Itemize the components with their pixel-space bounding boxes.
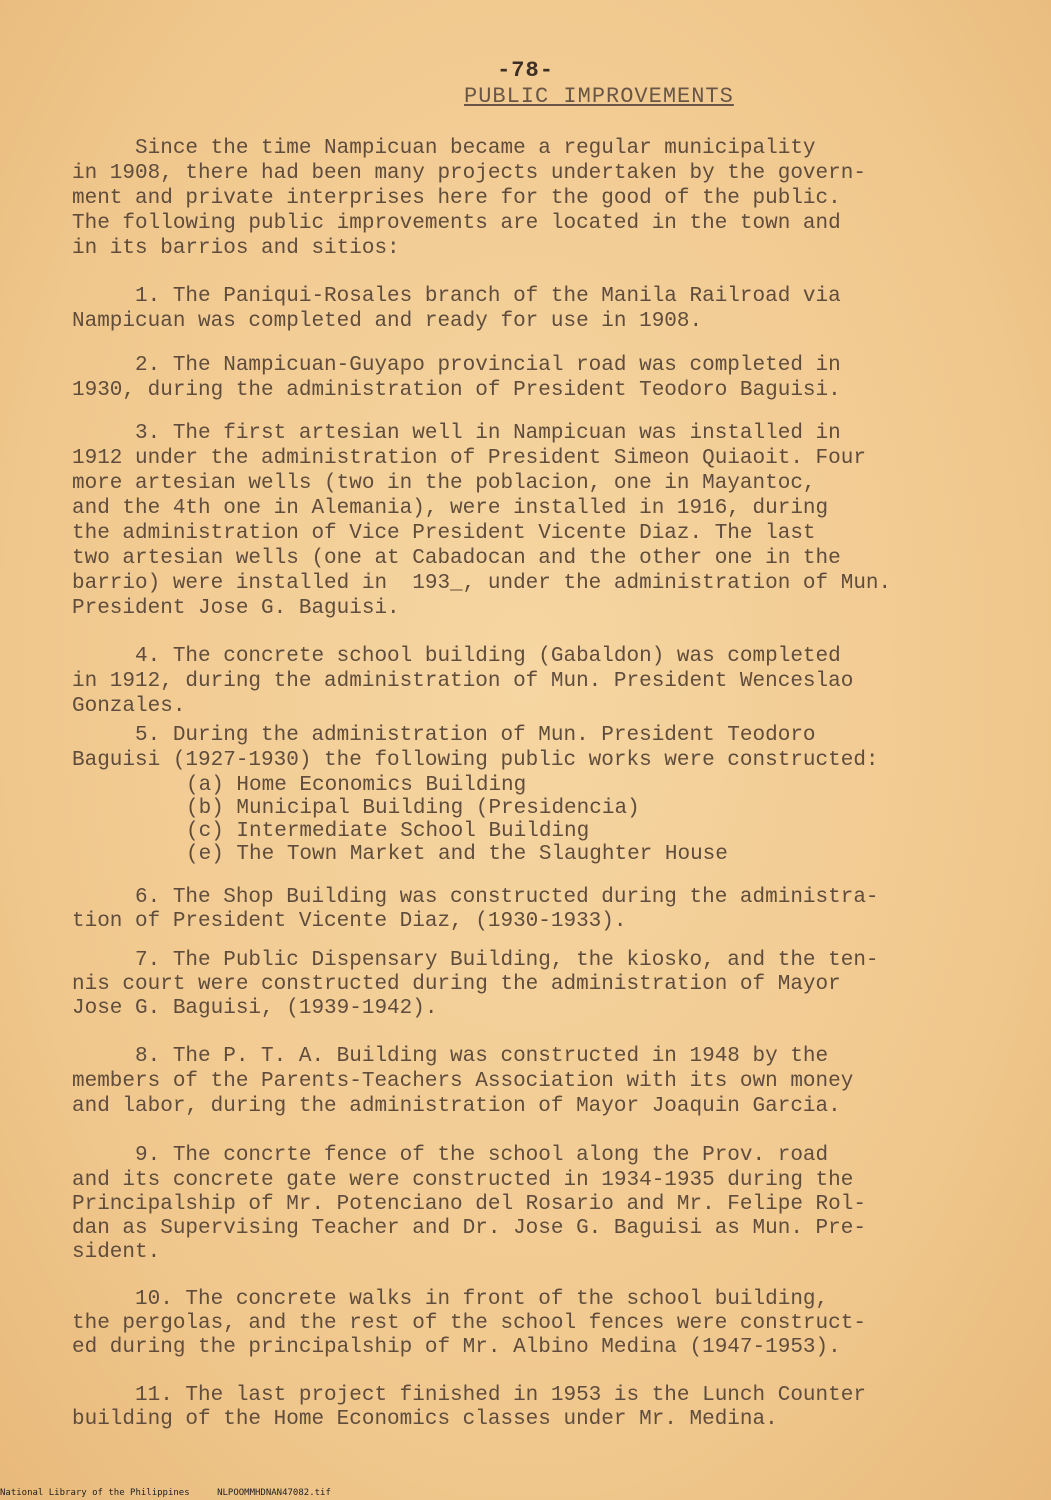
item-line: the pergolas, and the rest of the school fences were construct- (72, 1312, 866, 1335)
item-line: ed during the principalship of Mr. Albino Medina (1947-1953). (72, 1336, 841, 1359)
item-line: tion of President Vicente Diaz, (1930-1933). (72, 910, 627, 933)
item-line: 10. The concrete walks in front of the school building, (72, 1288, 829, 1311)
intro-line: Since the time Nampicuan became a regular municipality (72, 137, 816, 160)
item-line: barrio) were installed in 193_, under the administration of Mun. (72, 572, 892, 595)
item-line: Principalship of Mr. Potenciano del Rosario and Mr. Felipe Rol- (72, 1193, 866, 1216)
item-line: 8. The P. T. A. Building was constructed in 1948 by the (72, 1045, 829, 1068)
item-line: 1930, during the administration of President Teodoro Baguisi. (72, 379, 841, 402)
item-line: and the 4th one in Alemania), were installed in 1916, during (72, 497, 829, 520)
item-line: and its concrete gate were constructed in 1934-1935 during the (72, 1169, 854, 1192)
item-line: 4. The concrete school building (Gabaldon) was completed (72, 645, 841, 668)
item-line: and labor, during the administration of Mayor Joaquin Garcia. (72, 1095, 841, 1118)
item-line: members of the Parents-Teachers Association with its own money (72, 1070, 854, 1093)
item-line: nis court were constructed during the administration of Mayor (72, 973, 841, 996)
intro-line: in its barrios and sitios: (72, 237, 400, 260)
scan-footer (0, 1488, 353, 1498)
item-line: sident. (72, 1241, 161, 1264)
item-line: building of the Home Economics classes under Mr. Medina. (72, 1408, 778, 1431)
sublist-item: (c) Intermediate School Building (186, 820, 590, 843)
item-line: two artesian wells (one at Cabadocan and the other one in the (72, 547, 841, 570)
intro-line: The following public improvements are located in the town and (72, 212, 841, 235)
item-line: the administration of Vice President Vicente Diaz. The last (72, 522, 816, 545)
item-line: 2. The Nampicuan-Guyapo provincial road was completed in (72, 354, 841, 377)
page-number: -78- (497, 58, 554, 83)
item-line: more artesian wells (two in the poblacion, one in Mayantoc, (72, 472, 816, 495)
intro-line: in 1908, there had been many projects undertaken by the govern- (72, 162, 866, 185)
page-title: PUBLIC IMPROVEMENTS (464, 84, 734, 109)
footer-library: National Library of the Philippines (0, 1488, 190, 1498)
item-line: 11. The last project finished in 1953 is the Lunch Counter (72, 1384, 866, 1407)
sublist-item: (e) The Town Market and the Slaughter House (186, 843, 728, 866)
sublist-item: (b) Municipal Building (Presidencia) (186, 797, 640, 820)
item-line: Gonzales. (72, 695, 186, 718)
sublist-item: (a) Home Economics Building (186, 774, 527, 797)
item-line: 7. The Public Dispensary Building, the kiosko, and the ten- (72, 949, 879, 972)
item-line: 3. The first artesian well in Nampicuan was installed in (72, 422, 841, 445)
intro-line: ment and private interprises here for the good of the public. (72, 187, 841, 210)
item-line: dan as Supervising Teacher and Dr. Jose G. Baguisi as Mun. Pre- (72, 1217, 866, 1240)
item-line: 6. The Shop Building was constructed during the administra- (72, 886, 879, 909)
footer-file: NLPOOMMHDNAN47082.tif (217, 1488, 331, 1498)
item-line: 9. The concrte fence of the school along the Prov. road (72, 1144, 829, 1167)
item-line: 5. During the administration of Mun. President Teodoro (72, 724, 816, 747)
item-line: President Jose G. Baguisi. (72, 597, 400, 620)
item-line: 1. The Paniqui-Rosales branch of the Manila Railroad via (72, 285, 841, 308)
item-line: Jose G. Baguisi, (1939-1942). (72, 997, 438, 1020)
item-line: 1912 under the administration of President Simeon Quiaoit. Four (72, 447, 866, 470)
item-line: Baguisi (1927-1930) the following public works were constructed: (72, 749, 879, 772)
item-line: Nampicuan was completed and ready for use in 1908. (72, 310, 703, 333)
item-line: in 1912, during the administration of Mun. President Wenceslao (72, 670, 854, 693)
